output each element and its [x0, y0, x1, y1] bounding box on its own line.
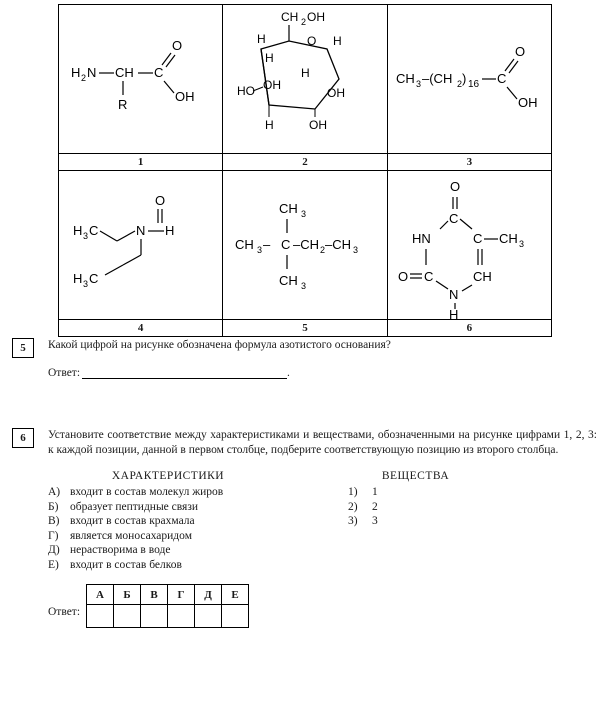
svg-text:3: 3 [518, 239, 524, 249]
svg-text:3: 3 [415, 79, 421, 89]
characteristic-text-v: входит в состав крахмала [70, 515, 195, 527]
characteristic-key-e: Е) [48, 558, 59, 571]
list-item [48, 500, 348, 515]
svg-text:3: 3 [301, 209, 307, 219]
glucose-formula [223, 5, 387, 154]
substance-text-1: 1 [372, 486, 378, 498]
svg-text:OH: OH [517, 95, 538, 110]
list-item [48, 514, 348, 529]
svg-text:3: 3 [83, 231, 89, 241]
svg-text:H: H [257, 32, 267, 46]
svg-text:2: 2 [320, 245, 326, 255]
answer-grid-header-g: Г [168, 585, 195, 605]
characteristics-column [48, 470, 348, 572]
svg-text:2: 2 [301, 17, 307, 27]
svg-text:O: O [155, 193, 166, 208]
svg-text:O: O [397, 269, 408, 284]
answer-cell-e[interactable] [222, 605, 249, 628]
answer-cell-v[interactable] [141, 605, 168, 628]
substance-text-2: 2 [372, 500, 378, 513]
characteristics-header: ХАРАКТЕРИСТИКИ [111, 470, 225, 482]
svg-text:3: 3 [257, 245, 263, 255]
characteristic-key-g: Г) [48, 529, 59, 542]
svg-text:CH: CH [279, 201, 299, 216]
answer-cell-g[interactable] [168, 605, 195, 628]
thymine-structure [388, 171, 551, 319]
answer-grid-header-d: Д [195, 585, 222, 605]
svg-text:C: C [89, 271, 99, 286]
characteristic-key-b: Б) [48, 500, 59, 513]
svg-text:HO: HO [237, 84, 256, 98]
svg-text:C: C [472, 231, 483, 246]
answer-grid-header-a: А [87, 585, 114, 605]
answer-grid-header-v: В [141, 585, 168, 605]
question-5-answer-field[interactable] [82, 367, 287, 379]
characteristic-key-a: А) [48, 486, 61, 498]
table-row [87, 585, 249, 605]
svg-text:CH: CH [279, 273, 299, 288]
svg-text:H: H [73, 271, 83, 286]
svg-text:OH: OH [175, 89, 195, 104]
formula-number-5: 5 [223, 320, 387, 337]
characteristic-key-v: В) [48, 515, 60, 527]
characteristic-text-g: является моносахаридом [70, 529, 192, 542]
fatty-acid-formula [387, 5, 551, 154]
substance-text-3: 3 [372, 515, 378, 527]
svg-text:–CH: –CH [293, 237, 320, 252]
thymine-formula [387, 171, 551, 320]
svg-text:C: C [154, 65, 164, 80]
question-5-number: 5 [12, 338, 34, 358]
answer-period: . [287, 367, 290, 379]
answer-cell-d[interactable] [195, 605, 222, 628]
question-6-answer-label: Ответ: [48, 606, 81, 618]
characteristic-key-d: Д) [48, 544, 60, 556]
list-item [48, 485, 348, 500]
svg-text:CH: CH [115, 65, 134, 80]
svg-text:O: O [172, 38, 183, 53]
amino-acid-formula [59, 5, 223, 154]
svg-text:16: 16 [467, 79, 479, 90]
matching-lists [48, 470, 597, 572]
svg-text:–: – [263, 237, 271, 252]
svg-text:C: C [281, 237, 291, 252]
substances-header: ВЕЩЕСТВА [381, 470, 450, 482]
substance-key-1: 1) [348, 486, 358, 498]
question-6-answer-row [48, 584, 597, 628]
formula-number-4: 4 [59, 320, 223, 337]
svg-text:2: 2 [456, 79, 462, 89]
question-6-number: 6 [12, 428, 34, 448]
svg-text:H: H [265, 118, 275, 132]
question-5-block [12, 338, 597, 379]
svg-text:–(CH: –(CH [421, 71, 453, 86]
svg-text:H: H [73, 223, 83, 238]
formula-number-2: 2 [223, 154, 387, 171]
svg-text:H: H [71, 65, 81, 80]
fatty-acid-structure [388, 5, 551, 153]
svg-text:H: H [448, 307, 459, 319]
formula-number-6: 6 [387, 320, 551, 337]
characteristic-text-a: входит в состав молекул жиров [70, 486, 224, 498]
svg-text:O: O [449, 179, 460, 194]
answer-cell-b[interactable] [114, 605, 141, 628]
svg-text:3: 3 [301, 281, 307, 291]
svg-text:N: N [136, 223, 146, 238]
svg-text:H: H [301, 66, 311, 80]
list-item [348, 485, 528, 500]
amide-formula [59, 171, 223, 320]
svg-text:): ) [461, 71, 467, 86]
svg-text:H: H [165, 223, 175, 238]
list-item [348, 500, 528, 515]
table-row [87, 605, 249, 628]
characteristic-text-b: образует пептидные связи [70, 500, 199, 513]
svg-text:CH: CH [498, 231, 518, 246]
formula-number-1: 1 [59, 154, 223, 171]
branched-alkane-structure [223, 171, 386, 319]
svg-text:CH: CH [395, 71, 415, 86]
substance-key-3: 3) [348, 515, 358, 527]
svg-text:OH: OH [327, 86, 346, 100]
svg-text:HN: HN [411, 231, 431, 246]
characteristic-text-e: входит в состав белков [70, 558, 182, 571]
amide-structure [59, 171, 222, 319]
svg-text:OH: OH [307, 10, 326, 24]
svg-text:–CH: –CH [325, 237, 352, 252]
svg-text:3: 3 [83, 279, 89, 289]
svg-text:2: 2 [81, 73, 87, 83]
svg-text:O: O [514, 44, 525, 59]
branched-alkane-formula [223, 171, 387, 320]
list-item [48, 529, 348, 544]
svg-text:R: R [118, 97, 128, 112]
svg-text:OH: OH [309, 118, 328, 132]
svg-text:C: C [448, 211, 459, 226]
answer-grid-header-b: Б [114, 585, 141, 605]
svg-text:CH: CH [235, 237, 255, 252]
list-item [48, 558, 348, 573]
svg-text:3: 3 [353, 245, 359, 255]
svg-text:H: H [265, 51, 275, 65]
svg-text:N: N [87, 65, 97, 80]
characteristic-text-d: нерастворима в воде [70, 544, 171, 556]
formula-number-3: 3 [387, 154, 551, 171]
glucose-structure [223, 5, 386, 153]
question-5-answer-row [48, 367, 597, 379]
substances-column [348, 470, 528, 572]
svg-text:OH: OH [263, 78, 282, 92]
svg-text:C: C [423, 269, 434, 284]
list-item [348, 514, 528, 529]
list-item [48, 543, 348, 558]
amino-acid-structure [59, 5, 222, 153]
answer-grid [86, 584, 249, 628]
svg-text:C: C [89, 223, 99, 238]
svg-text:C: C [496, 71, 507, 86]
formula-table [58, 4, 552, 337]
svg-text:CH: CH [281, 10, 299, 24]
answer-grid-header-e: Е [222, 585, 249, 605]
answer-cell-a[interactable] [87, 605, 114, 628]
svg-text:N: N [448, 287, 459, 302]
question-5-text: Какой цифрой на рисунке обозначена формула азотистого основания? [48, 339, 391, 351]
svg-text:O: O [307, 34, 317, 48]
substance-key-2: 2) [348, 500, 358, 513]
question-6-block [12, 428, 597, 628]
question-5-answer-label: Ответ: [48, 367, 81, 379]
question-6-text: Установите соответствие между характеристиками и веществами, обозначенными на рисунке цифрами 1, 2, 3: к каждой позиции, данной в первом столбце, подберите соответствующую позицию из второго столбца. [48, 429, 597, 456]
svg-text:CH: CH [472, 269, 492, 284]
svg-text:H: H [333, 34, 343, 48]
